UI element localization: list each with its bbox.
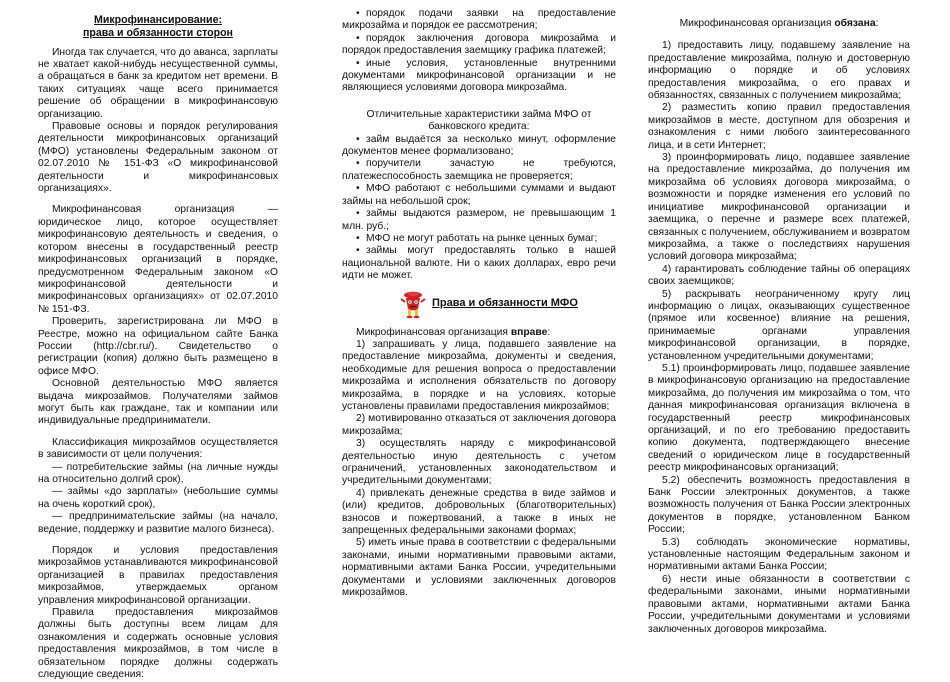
list-item: • займ выдаётся за несколько минут, оформление документов менее формализовано; [342,133,616,158]
legal-basis-paragraph: Правовые основы и порядок регулирования деятельности микрофинансовых организаций (МФО) установлены Федеральным законом от 02.07.2010 № 151-ФЗ «О микрофинансовой деятельности и микрофинансовых организациях». [38,121,278,195]
registry-check-paragraph: Проверить, зарегистрирована ли МФО в Реестре, можно на официальном сайте Банка России (http://cbr.ru/). Свидетельство о регистрации (копия) должно быть размещено в офисе МФО. [38,316,278,377]
features-title: Отличительные характеристики займа МФО от банковского кредита: [366,108,592,133]
list-item: • займы могут предоставлять только в нашей национальной валюте. Ни о каких долларах, евро речи идти не может. [342,245,616,282]
business-loans-item: — предпринимательские займы (на начало, ведение, поддержку и развитие малого бизнеса). [38,511,278,535]
column-right [648,8,910,636]
rights-intro: Микрофинансовая организация вправе: [356,326,551,338]
red-mascot-icon [398,289,428,319]
section-title: Права и обязанности МФО [432,297,578,310]
payday-loans-item: — займы «до зарплаты» (небольшие суммы на очень короткий срок), [38,486,278,510]
obligation-item: 5) раскрывать неограниченному кругу лиц информацию о лицах, оказывающих существенное (прямое или косвенное) влияние на решения, принимаемые органами управления микрофинансовой организации, в порядке, установленном учредительными документами; [648,288,910,362]
right-item: 4) привлекать денежные средства в виде займов и (или) кредитов, добровольных (благотворительных) взносов и пожертвований, а также в иных не запрещенных федеральными законами формах; [342,487,616,537]
right-item: 3) осуществлять наряду с микрофинансовой деятельностью иную деятельность с учетом ограничений, установленных законодательством и учредительными документами; [342,438,616,487]
obligation-item: 4) гарантировать соблюдение тайны об операциях своих заемщиков; [648,263,910,288]
page-subtitle: права и обязанности сторон [83,26,233,39]
list-item: • порядок заключения договора микрозайма и порядок предоставления заемщику графика платежей; [342,32,616,57]
features-list [342,134,616,283]
definition-paragraph: Микрофинансовая организация — юридическое лицо, которое осуществляет микрофинансовую деятельность и сведения, о котором внесены в государственный реестр микрофинансовых организаций в порядке, предусмотренном Федеральным законом «О микрофинансовой деятельности и микрофинансовых организациях» от 02.07.2010 № 151-ФЗ. [38,204,278,315]
consumer-loans-item: — потребительские займы (на личные нужды на относительно долгий срок), [38,461,278,485]
obligation-item: 1) предоставить лицу, подавшему заявление на предоставление микрозайма, полную и достоверную информацию о порядке и об условиях предоставления микрозайма, о его правах и обязанностях, связанных с получением микрозайма; [648,40,910,102]
list-item: • порядок подачи заявки на предоставление микрозайма и порядок ее рассмотрения; [342,8,616,32]
obligation-item: 6) нести иные обязанности в соответствии с федеральными законами, иными нормативными правовыми актами, нормативными актами Банка России, учредительными документами и условиями заключенных договоров микрозайма. [648,573,910,635]
intro-paragraph: Иногда так случается, что до аванса, зарплаты не хватает какой-нибудь несущественной суммы, а обращаться в банк за кредитом нет времени. В таких ситуациях чаще всего принимается решение об обращении в микрофинансовую организацию. [38,46,278,120]
column-left [38,8,278,682]
classification-paragraph: Классификация микрозаймов осуществляется в зависимости от цели получения: [38,436,278,461]
obligation-item: 3) проинформировать лицо, подавшее заявление на предоставление микрозайма, до получения им микрозайма об условиях договора микрозайма, о возможности и порядке изменения его условий по инициативе микрофинансовой организации и заемщика, о перечне и размере всех платежей, связанных с получением, обслуживанием и возвратом микрозайма, а также о последствиях нарушения условий договора микрозайма; [648,152,910,263]
obligation-item: 5.2) обеспечить возможность предоставления в Банк России электронных документов, а также возможность получения от Банка России электронных документов в порядке, установленном Банком России; [648,474,910,536]
obligation-item: 2) разместить копию правил предоставления микрозаймов в месте, доступном для обозрения и ознакомления с ними любого заинтересованного лица, и в сети Интернет; [648,102,910,151]
list-item: • поручители зачастую не требуются, платежеспособность заемщика не проверяется; [342,158,616,182]
list-item: • займы выдаются размером, не превышающим 1 млн. руб.; [342,208,616,232]
rules-content-paragraph: Правила предоставления микрозаймов должны быть доступны всем лицам для ознакомления и содержать основные условия предоставления микрозаймов, в том числе в обязательном порядке должны содержать следующие сведения: [38,607,278,681]
list-item: • МФО не могут работать на рынке ценных бумаг; [356,232,598,244]
rules-info-list [342,8,616,95]
column-middle [342,8,616,599]
obligation-item: 5.3) соблюдать экономические нормативы, установленные настоящим Федеральным законом и нормативными актами Банка России; [648,536,910,573]
page-title: Микрофинансирование: [94,14,222,26]
right-item: 1) запрашивать у лица, подавшего заявление на предоставление микрозайма, документы и сведения, необходимые для решения вопроса о предоставлении микрозайма и исполнения обязательств по договору микрозайма, в порядке и на условиях, которые установлены правилами предоставления микрозаймов; [342,338,616,412]
right-item: 5) иметь иные права в соответствии с федеральными законами, иными нормативными правовыми актами, нормативными актами Банка России, учредительными документами и условиями заключенных договоров микрозаймов. [342,537,616,599]
list-item: • иные условия, установленные внутренними документами микрофинансовой организации и не являющиеся условиями договора микрозайма. [342,57,616,94]
obligations-intro: Микрофинансовая организация обязана: [679,18,879,29]
section-heading [342,289,616,319]
obligation-item: 5.1) проинформировать лицо, подавшее заявление в микрофинансовую организацию на предоставление микрозайма, до получения им микрозайма о том, что данная микрофинансовая организация включена в государственный реестр микрофинансовых организаций, и по его требованию предоставить копию документа, подтверждающего внесение сведений о юридическом лице в государственный реестр микрофинансовых организаций; [648,362,910,474]
rules-paragraph: Порядок и условия предоставления микрозаймов устанавливаются микрофинансовой организацией в правилах предоставления микрозаймов, утверждаемых органом управления микрофинансовой организации. [38,545,278,606]
list-item: • МФО работают с небольшими суммами и выдают займы на небольшой срок; [342,183,616,207]
right-item: 2) мотивированно отказаться от заключения договора микрозайма; [342,413,616,437]
main-activity-paragraph: Основной деятельностью МФО является выдача микрозаймов. Получателями займов могут быть как граждане, так и компании или индивидуальные предприниматели. [38,378,278,427]
